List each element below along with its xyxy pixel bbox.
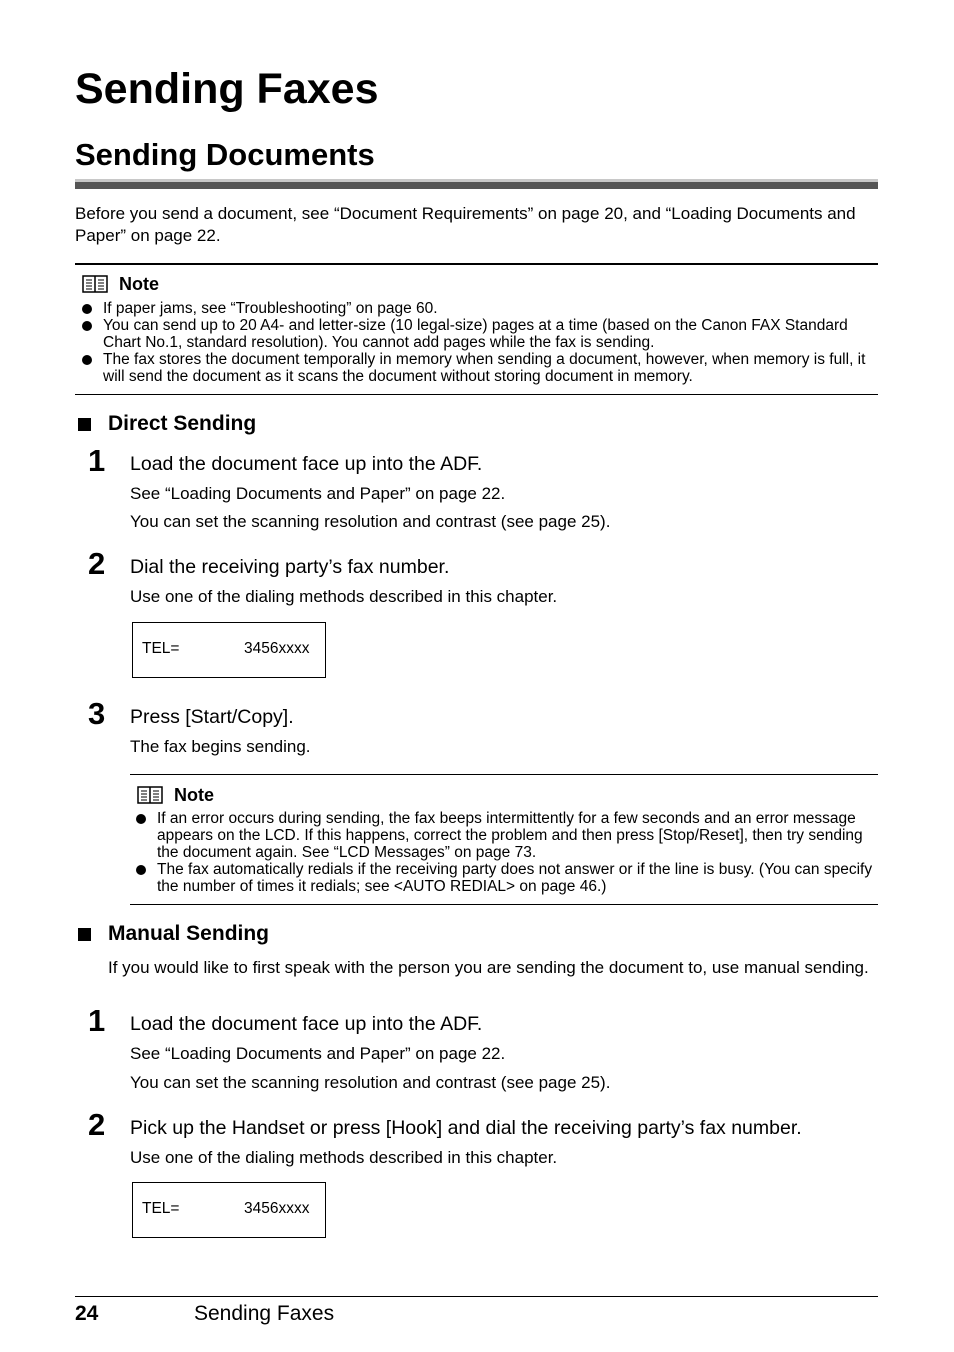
note-heading: [137, 784, 214, 806]
step-detail: Use one of the dialing methods described in this chapter.: [130, 587, 558, 606]
step-number: 1: [88, 443, 106, 478]
step-text: Pick up the Handset or press [Hook] and dial the receiving party’s fax number.: [130, 1117, 802, 1139]
direct-sending-heading: [78, 411, 256, 437]
lcd-display: [132, 622, 326, 678]
section-title: Sending Documents: [75, 137, 375, 172]
note-top-rule: [130, 774, 878, 775]
note-label: Note: [119, 274, 159, 294]
note-item: The fax stores the document temporally in memory when sending a document, however, when memory is full, it will send the document as it scans the document without storing document in memory.: [76, 351, 876, 385]
step-text: Load the document face up into the ADF.: [130, 453, 483, 475]
note-item: You can send up to 20 A4- and letter-size (10 legal-size) pages at a time (based on the Canon FAX Standard Chart No.1, standard resolution). You cannot add pages while the fax is sending.: [76, 317, 876, 351]
book-icon: [137, 786, 163, 804]
step-number: 1: [88, 1003, 106, 1038]
note-list: [76, 300, 876, 385]
footer-section-title: Sending Faxes: [194, 1302, 335, 1325]
manual-intro: If you would like to first speak with the person you are sending the document to, use manual sending.: [108, 958, 869, 977]
page-number: 24: [75, 1302, 99, 1325]
note-bottom-rule: [75, 394, 878, 395]
note-top-rule: [75, 263, 878, 265]
step-number: 3: [88, 696, 106, 731]
step-number: 2: [88, 1107, 106, 1142]
manual-sending-heading: [78, 921, 269, 947]
intro-paragraph: Before you send a document, see “Document Requirements” on page 20, and “Loading Documents and Paper” on page 22.: [75, 204, 856, 245]
step-detail: Use one of the dialing methods described in this chapter.: [130, 1148, 558, 1167]
lcd-value: 3456xxxx: [244, 640, 310, 657]
page-title: Sending Faxes: [75, 65, 379, 113]
step-text: Load the document face up into the ADF.: [130, 1013, 483, 1035]
step-detail: See “Loading Documents and Paper” on page 22.: [130, 484, 506, 503]
heading-text: Manual Sending: [108, 922, 270, 945]
note-label: Note: [174, 785, 214, 805]
step-text: Dial the receiving party’s fax number.: [130, 556, 450, 578]
note-bottom-rule: [130, 904, 878, 905]
lcd-display: [132, 1182, 326, 1238]
square-bullet-icon: [78, 928, 91, 941]
note-heading: [82, 273, 159, 295]
step-number: 2: [88, 546, 106, 581]
lcd-label: TEL=: [142, 1200, 180, 1217]
footer-rule: [75, 1296, 878, 1297]
step-detail: The fax begins sending.: [130, 737, 311, 756]
book-icon: [82, 275, 108, 293]
lcd-label: TEL=: [142, 640, 180, 657]
step-text: Press [Start/Copy].: [130, 706, 294, 728]
square-bullet-icon: [78, 418, 91, 431]
step-detail: You can set the scanning resolution and contrast (see page 25).: [130, 1073, 611, 1092]
step-detail: See “Loading Documents and Paper” on page 22.: [130, 1044, 506, 1063]
note-item: If an error occurs during sending, the fax beeps intermittently for a few seconds and an error message appears on the LCD. If this happens, correct the problem and then press [Stop/Reset], then try sending the document again. See “LCD Messages” on page 73.: [130, 810, 878, 861]
note-list: [130, 810, 878, 895]
lcd-value: 3456xxxx: [244, 1200, 310, 1217]
title-divider: [75, 179, 878, 189]
note-item: If paper jams, see “Troubleshooting” on page 60.: [76, 300, 876, 317]
heading-text: Direct Sending: [108, 412, 257, 435]
step-detail: You can set the scanning resolution and contrast (see page 25).: [130, 512, 611, 531]
note-item: The fax automatically redials if the receiving party does not answer or if the line is busy. (You can specify the number of times it redials; see <AUTO REDIAL> on page 46.): [130, 861, 878, 895]
